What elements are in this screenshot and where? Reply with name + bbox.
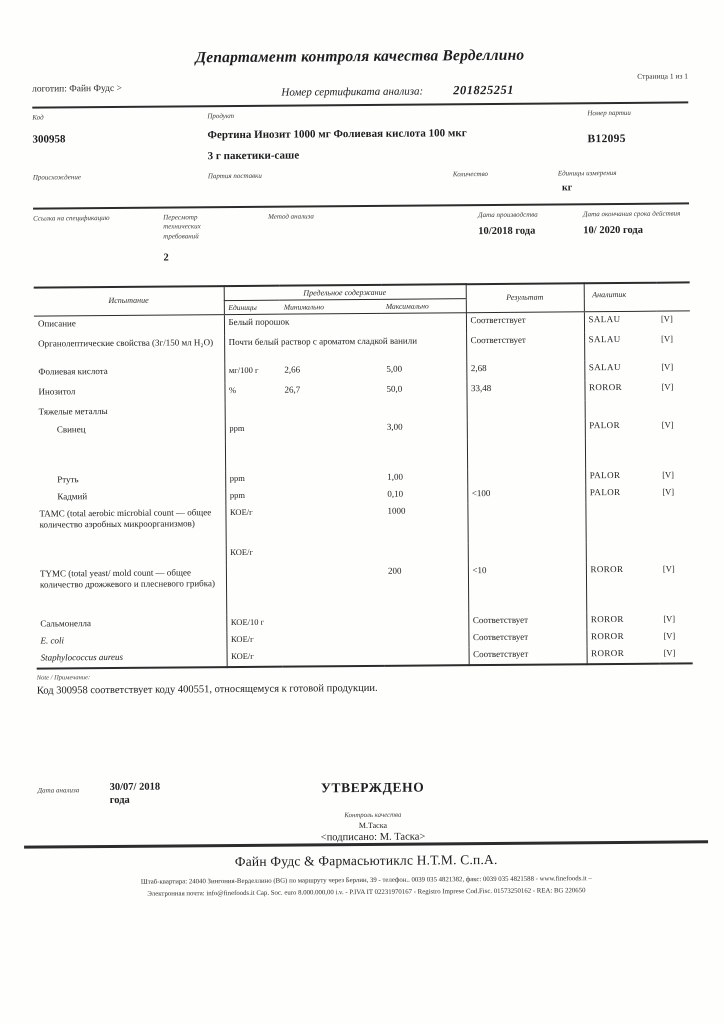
product-format: 3 г пакетики-саше	[207, 149, 300, 163]
analyst-check: [V]	[663, 647, 676, 658]
company-name: Файн Фудс & Фармасьютиклс Н.Т.М. С.п.А.	[234, 851, 498, 869]
result-value: <10	[468, 562, 586, 613]
result-value	[467, 400, 585, 419]
company-address-line2: Электронная почта: info@finefoods.it Cap. Soc. euro 8.000.000,00 i.v. - P.IVA IT 02231970167 - Registro Imprese Cod.Fisc. 01573250162 - REA: BG 220650	[147, 887, 586, 898]
limit-min: 2,66	[284, 363, 301, 375]
batch-label: Номер партии	[587, 108, 631, 118]
analyst-check: [V]	[662, 563, 675, 574]
test-name: Фолиевая кислота	[38, 365, 108, 377]
column-header-max: Максимально	[382, 299, 466, 314]
result-value	[467, 418, 585, 439]
analysis-date-value: 30/07/ 2018	[109, 781, 161, 793]
logo-placeholder-text: логотип: Файн Фудс >	[32, 83, 122, 95]
results-tbody	[34, 311, 693, 668]
analyst-check: [V]	[661, 419, 674, 430]
analyst-name: PALOR	[585, 417, 658, 438]
analyst-check	[659, 541, 692, 561]
batch-value: B12095	[587, 132, 626, 146]
revision-value: 2	[163, 252, 169, 264]
header-row	[32, 69, 688, 106]
product-cell	[207, 110, 512, 170]
limit-units: ppm	[225, 470, 281, 487]
analyst-check: [V]	[663, 630, 676, 641]
note-block	[37, 669, 693, 696]
units-value: кг	[561, 182, 573, 194]
analysis-date-label: Дата анализа	[37, 785, 80, 795]
result-value: <100	[467, 485, 585, 503]
limit-max	[383, 439, 467, 470]
limit-min	[281, 439, 383, 470]
limit-max: 3,00	[386, 421, 403, 432]
analysis-date-cell	[110, 781, 222, 845]
analyst-name: SALAU	[584, 311, 657, 332]
quality-control-label: Контроль качества	[344, 811, 402, 819]
result-value: Соответствует	[468, 629, 586, 647]
code-cell	[32, 112, 207, 171]
limit-units: КОЕ/г	[225, 504, 281, 544]
units-cell	[558, 168, 689, 203]
limit-units: ppm	[225, 487, 281, 504]
production-date-label: Дата производства	[478, 210, 538, 220]
test-name: Свинец	[56, 423, 86, 434]
approved-stamp-text: УТВЕРЖДЕНО	[320, 779, 425, 795]
analyst-check: [V]	[662, 486, 675, 497]
quantity-label: Количество	[452, 170, 489, 179]
note-text: Код 300958 соответствует коду 400551, относящемуся к готовой продукции.	[36, 682, 378, 697]
analyst-check: [V]	[660, 313, 673, 324]
note-label: Note / Примечание:	[36, 673, 91, 682]
limit-text: Почти белый раствор с ароматом сладкой ванили	[224, 333, 466, 363]
limit-max: 1,00	[387, 471, 403, 482]
analyst-name: SALAU	[584, 359, 657, 380]
info-row-quantity	[33, 168, 689, 207]
analyst-name: ROROR	[586, 561, 659, 612]
table-row	[36, 561, 692, 616]
revision-cell	[163, 213, 269, 280]
analyst-check	[658, 437, 691, 467]
spec-reference-label: Ссылка на спецификацию	[33, 213, 110, 223]
limit-max: 50,0	[386, 383, 403, 394]
table-row	[37, 645, 693, 668]
limit-units	[226, 564, 282, 614]
result-value	[467, 468, 585, 486]
limit-max: 200	[387, 565, 402, 576]
certificate-number-line	[202, 70, 593, 100]
approval-block	[38, 777, 694, 845]
info-row-dates	[33, 209, 689, 280]
limit-max	[384, 543, 468, 564]
limit-units: КОЕ/г	[227, 648, 283, 666]
test-name: Staphylococcus aureus	[40, 651, 124, 663]
footer-block	[38, 850, 694, 902]
analyst-name: ROROR	[586, 628, 659, 646]
result-value	[468, 542, 586, 563]
limit-max: 0,10	[387, 488, 404, 499]
code-value: 300958	[32, 133, 66, 146]
analyst-check: [V]	[661, 333, 673, 344]
supply-batch-label: Партия поставки	[207, 171, 262, 181]
limit-min	[281, 401, 383, 420]
test-name: E. coli	[40, 634, 64, 646]
limit-units	[225, 402, 281, 420]
approval-spacer	[524, 777, 694, 841]
limit-min	[281, 503, 383, 544]
product-label: Продукт	[207, 112, 235, 121]
limit-max	[384, 630, 468, 648]
expiry-date-label: Дата окончания срока действия	[583, 209, 681, 219]
test-name: Инозитол	[38, 385, 76, 397]
test-name: TYMC (total yeast/ mold count — общее количество дрожжевого и плесневого грибка)	[39, 566, 215, 590]
certificate-number-value: 201825251	[453, 82, 514, 98]
revision-label: Пересмотр технических требований	[163, 213, 201, 241]
limit-min	[282, 543, 384, 564]
analysis-date-value-suffix: года	[109, 794, 130, 806]
analyst-name	[585, 399, 658, 418]
analyst-name: SALAU	[584, 331, 657, 360]
limit-text: Белый порошок	[224, 313, 466, 335]
test-name: Описание	[37, 318, 76, 329]
result-value: Соответствует	[466, 312, 584, 333]
expiry-date-cell	[583, 209, 690, 276]
analyst-check: [V]	[663, 613, 676, 624]
limit-units: КОЕ/г	[226, 544, 282, 564]
test-name	[36, 545, 226, 566]
limit-max	[384, 613, 468, 631]
test-name: TAMC (total aerobic microbial count — общее количество аэробных микроорганизмов)	[39, 506, 212, 530]
result-value	[467, 438, 585, 469]
analyst-name	[585, 437, 658, 468]
column-header-analyst: Аналитик	[584, 282, 690, 311]
page-title: Департамент контроля качества Верделлино	[195, 46, 525, 67]
expiry-date-value: 10/ 2020 года	[583, 224, 643, 237]
company-address-line1: Штаб-квартира: 24040 Зингония-Верделлино (BG) по маршруту через Берлин, 39 - телефон.. 0039 035 4821382, факс: 0039 035 4821588 - www.finefoods.it –	[140, 874, 592, 886]
limit-min	[281, 469, 383, 487]
analyst-name: ROROR	[587, 645, 660, 664]
column-header-result: Результат	[466, 283, 584, 312]
limit-units: ppm	[225, 420, 281, 440]
production-date-value: 10/2018 года	[478, 225, 536, 238]
limit-min	[282, 563, 384, 614]
analyst-check: [V]	[661, 361, 674, 372]
test-name: Кадмий	[57, 490, 88, 501]
analyst-name: PALOR	[585, 467, 658, 485]
limit-max	[385, 647, 469, 666]
method-label: Метод анализа	[268, 212, 314, 221]
limit-max: 5,00	[386, 363, 403, 374]
result-value: Соответствует	[469, 646, 587, 665]
quality-control-name: М.Таска	[358, 820, 388, 830]
limit-min: 26,7	[284, 383, 301, 395]
signature-text: <подписано: М. Таска>	[320, 831, 426, 843]
table-row	[35, 501, 691, 546]
analyst-name: ROROR	[586, 611, 659, 629]
batch-cell	[512, 108, 688, 167]
result-value: 2,68	[466, 360, 584, 381]
analyst-check	[658, 399, 691, 417]
limit-min	[281, 486, 383, 504]
test-name: Органолептические свойства (3г/150 мл H₂O)	[38, 336, 214, 349]
limit-min	[283, 647, 385, 666]
limit-max: 1000	[387, 505, 406, 516]
result-value	[467, 502, 585, 543]
limit-units: %	[224, 382, 280, 402]
limit-max	[383, 401, 467, 420]
result-value: Соответствует	[466, 332, 584, 361]
column-header-units: Единицы	[224, 300, 280, 314]
column-header-test: Испытание	[34, 286, 224, 316]
limit-units	[225, 440, 281, 470]
analyst-name: ROROR	[584, 379, 657, 400]
units-label: Единицы измерения	[557, 169, 617, 178]
analyst-name	[585, 501, 658, 542]
results-table	[34, 281, 693, 669]
result-value: Соответствует	[468, 612, 586, 630]
certificate-number-label: Номер сертификата анализа:	[281, 85, 424, 99]
test-name: Сальмонелла	[40, 617, 92, 629]
analyst-name: PALOR	[585, 484, 658, 502]
page-counter: Страница 1 из 1	[637, 71, 689, 81]
code-label: Код	[32, 113, 44, 122]
limit-units: мг/100 г	[224, 362, 280, 382]
approval-center	[222, 778, 524, 843]
analyst-check: [V]	[661, 381, 674, 392]
limit-min	[282, 613, 384, 631]
column-header-limits: Предельное содержание	[224, 284, 466, 300]
test-name: Ртуть	[57, 473, 79, 484]
limit-min	[282, 630, 384, 648]
column-header-min: Минимально	[280, 299, 382, 314]
company-address	[38, 872, 694, 902]
info-row-product	[32, 108, 688, 171]
origin-label: Происхождение	[32, 173, 82, 182]
analyst-check: [V]	[662, 469, 675, 480]
test-name	[35, 441, 225, 472]
limit-units: КОЕ/г	[226, 631, 282, 648]
production-date-cell	[478, 210, 584, 277]
test-name: Тяжелые металлы	[38, 405, 108, 417]
limit-units: КОЕ/10 г	[226, 614, 282, 631]
product-name: Фертина Инозит 1000 мг Фолиевая кислота 100 мкг	[207, 127, 467, 142]
analyst-check	[658, 501, 691, 541]
limit-min	[281, 419, 383, 440]
document-content	[32, 5, 695, 901]
result-value: 33,48	[466, 380, 584, 401]
analyst-name	[586, 541, 659, 562]
